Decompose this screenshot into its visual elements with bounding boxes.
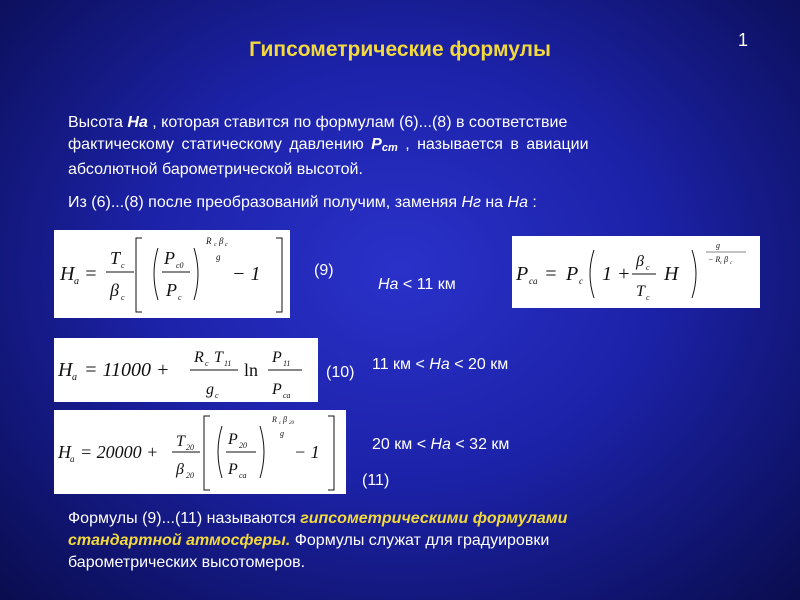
pct-term: Р [371,136,382,153]
formula-11-label: (11) [362,472,390,489]
formula-11-image [54,410,346,494]
svg-text:=: = [544,263,558,285]
conclusion-line-3: барометрических высотомеров. [68,554,306,571]
conclusion-paragraph [68,508,768,574]
svg-text:c: c [646,293,650,302]
svg-text:− 1: − 1 [294,442,320,462]
pressure-formula-image [512,236,760,308]
svg-text:P: P [566,263,579,285]
svg-text:a: a [72,372,77,383]
svg-text:c: c [178,293,182,302]
transform-paragraph: Из (6)...(8) после преобразований получим, заменяя Нг на На : [68,194,537,211]
svg-text:c: c [215,391,219,400]
highlight-term-2: стандартной атмосферы. [68,532,291,549]
svg-text:=: = [84,263,98,285]
svg-text:c: c [214,242,217,248]
svg-text:P: P [272,381,282,398]
formula-10-label: (10) [326,364,355,381]
svg-text:20: 20 [239,441,247,450]
svg-text:H: H [60,263,75,285]
highlight-term-1: гипсометрическими формулами [300,510,568,527]
svg-text:P: P [166,280,177,300]
svg-text:ln: ln [244,360,259,380]
svg-text:c: c [720,261,723,266]
svg-text:β: β [176,461,184,478]
formula-9-image [54,230,290,318]
svg-text:β: β [283,415,287,424]
slide-number: 1 [738,30,749,50]
svg-text:c: c [121,293,125,302]
svg-text:β: β [636,253,644,270]
svg-text:β: β [110,280,119,300]
svg-text:= 20000 +: = 20000 + [80,442,159,462]
svg-text:20: 20 [186,443,194,452]
svg-text:g: g [206,381,214,398]
svg-text:a: a [74,276,79,287]
svg-text:P: P [164,248,175,268]
svg-text:P: P [228,431,238,448]
svg-text:20: 20 [289,421,294,426]
ha-term: На [127,114,148,131]
svg-text:ca: ca [239,471,247,480]
conclusion-line-1: Формулы (9)...(11) называются гипсометрическими формулами [68,510,568,527]
svg-text:β: β [724,255,728,264]
svg-text:P: P [272,349,282,366]
formula-10-image [54,338,318,402]
formula-10-range: 11 км < На < 20 км [372,356,509,373]
svg-text:c: c [279,421,282,426]
svg-text:H: H [58,442,71,462]
svg-text:H: H [58,359,73,381]
intro-line-3: абсолютной барометрической высотой. [68,161,363,178]
svg-text:ca: ca [283,391,291,400]
svg-text:c: c [121,261,125,270]
svg-text:T: T [176,433,185,450]
svg-text:20: 20 [186,471,194,480]
svg-text:c0: c0 [176,261,184,270]
svg-text:T: T [214,349,223,366]
svg-text:c: c [225,242,228,248]
formula-9-range: На < 11 км [378,276,456,293]
svg-text:c: c [579,276,583,286]
svg-text:11: 11 [283,359,291,368]
svg-text:g: g [216,252,221,262]
svg-text:11: 11 [224,359,232,368]
svg-text:H: H [664,263,679,285]
svg-text:= 11000 +: = 11000 + [84,359,170,381]
svg-text:a: a [70,454,75,464]
svg-text:P: P [516,263,529,285]
svg-text:T: T [636,283,645,300]
svg-text:1 +: 1 + [602,263,631,285]
formula-11-range: 20 км < На < 32 км [372,436,510,453]
svg-text:g: g [716,241,720,250]
svg-text:ca: ca [529,276,538,286]
conclusion-line-2: стандартной атмосферы. Формулы служат для градуировки [68,532,550,549]
formula-9-label: (9) [314,262,334,279]
svg-text:c: c [730,261,733,266]
svg-text:c: c [205,359,209,368]
intro-paragraph [68,112,748,181]
intro-line-1: Высота На , которая ставится по формулам (6)...(8) в соответствие [68,114,568,131]
slide-title: Гипсометрические формулы [249,38,551,61]
svg-text:R: R [206,236,212,246]
svg-text:P: P [228,461,238,478]
svg-text:− 1: − 1 [232,263,261,285]
intro-line-2: фактическому статическому давлению Рст , называется в авиации [68,136,589,154]
svg-text:c: c [646,263,650,272]
svg-text:− R: − R [708,255,721,264]
svg-text:g: g [280,429,284,438]
svg-text:T: T [110,248,121,268]
svg-text:β: β [219,236,224,246]
svg-text:R: R [272,415,277,424]
svg-text:R: R [194,349,204,366]
